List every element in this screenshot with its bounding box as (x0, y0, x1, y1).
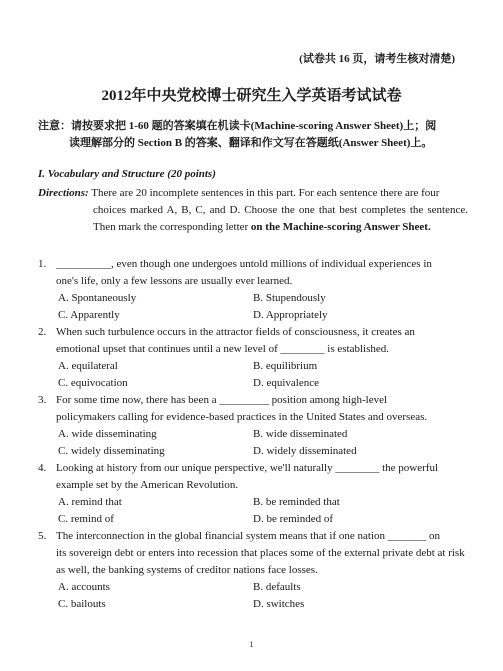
page-number: 1 (249, 640, 254, 649)
exam-title: 2012年中央党校博士研究生入学英语考试试卷 (101, 88, 402, 104)
option-b: B. wide disseminated (253, 428, 348, 440)
option-b: B. equilibrium (253, 360, 318, 372)
option-a: A. accounts (58, 581, 110, 593)
question-number: 1. (38, 258, 47, 270)
option-b: B. Stupendously (253, 292, 326, 304)
option-a: A. remind that (58, 496, 122, 508)
option-d: D. switches (253, 598, 305, 610)
question-continuation: one's life, only a few lessons are usually ever learned. (56, 275, 293, 287)
question-item (38, 392, 468, 460)
question-number: 3. (38, 394, 47, 406)
option-b: B. be reminded that (253, 496, 340, 508)
question-text: Looking at history from our unique perspective, we'll naturally ________ the powerful (56, 462, 439, 474)
question-text: For some time now, there has been a _________ position among high-level (56, 394, 388, 406)
option-c: C. remind of (58, 513, 114, 525)
question-text: __________, even though one undergoes untold millions of individual experiences in (56, 258, 432, 270)
attention-line-1: 注意：请按要求把 1-60 题的答案填在机读卡(Machine-scoring Answer Sheet)上；阅 (38, 120, 437, 132)
option-c: C. Apparently (58, 309, 120, 321)
directions-bold: on the Machine-scoring Answer Sheet (250, 221, 428, 233)
question-continuation: emotional upset that continues until a new level of ________ is established. (56, 343, 389, 355)
option-d: D. equivalence (253, 377, 319, 389)
section-title: I. Vocabulary and Structure (20 points) (38, 168, 216, 180)
option-c: C. bailouts (58, 598, 106, 610)
question-number: 4. (38, 462, 47, 474)
option-b: B. defaults (253, 581, 301, 593)
option-c: C. equivocation (58, 377, 128, 389)
directions-text-rest (38, 202, 468, 236)
directions-text-1: There are 20 incomplete sentences in this part. For each sentence there are four (88, 187, 440, 199)
directions-end: . (427, 221, 431, 233)
question-item (38, 256, 468, 324)
question-number: 2. (38, 326, 47, 338)
directions-block (38, 185, 468, 236)
header-note: (试卷共 16 页，请考生核对清楚) (299, 53, 455, 65)
question-continuation: policymakers calling for evidence-based practices in the United States and overseas. (56, 411, 428, 423)
directions-label: Directions: (38, 187, 89, 199)
question-text: When such turbulence occurs in the attractor fields of consciousness, it creates an (56, 326, 415, 338)
directions-text-2: choices marked A, B, C, and D. Choose the one that best completes the sentence. Then mark the corresponding letter (93, 204, 468, 233)
option-a: A. Spontaneously (58, 292, 137, 304)
question-text: The interconnection in the global financial system means that if one nation _______ on (56, 530, 440, 542)
question-list (38, 256, 468, 613)
option-a: A. wide disseminating (58, 428, 157, 440)
attention-line-2: 读理解部分的 Section B 的答案、翻译和作文写在答题纸(Answer Sheet)上。 (69, 137, 433, 149)
option-d: D. Appropriately (253, 309, 328, 321)
question-continuation: example set by the American Revolution. (56, 479, 239, 491)
question-item (38, 460, 468, 528)
option-d: D. widely disseminated (253, 445, 357, 457)
question-number: 5. (38, 530, 47, 542)
option-c: C. widely disseminating (58, 445, 165, 457)
question-item (38, 324, 468, 392)
question-continuation: its sovereign debt or enters into recession that places some of the external private debt at risk as well, the banking systems of creditor nations face losses. (56, 547, 465, 576)
attention-notice (38, 118, 468, 152)
question-item (38, 528, 468, 613)
option-a: A. equilateral (58, 360, 118, 372)
option-d: D. be reminded of (253, 513, 334, 525)
